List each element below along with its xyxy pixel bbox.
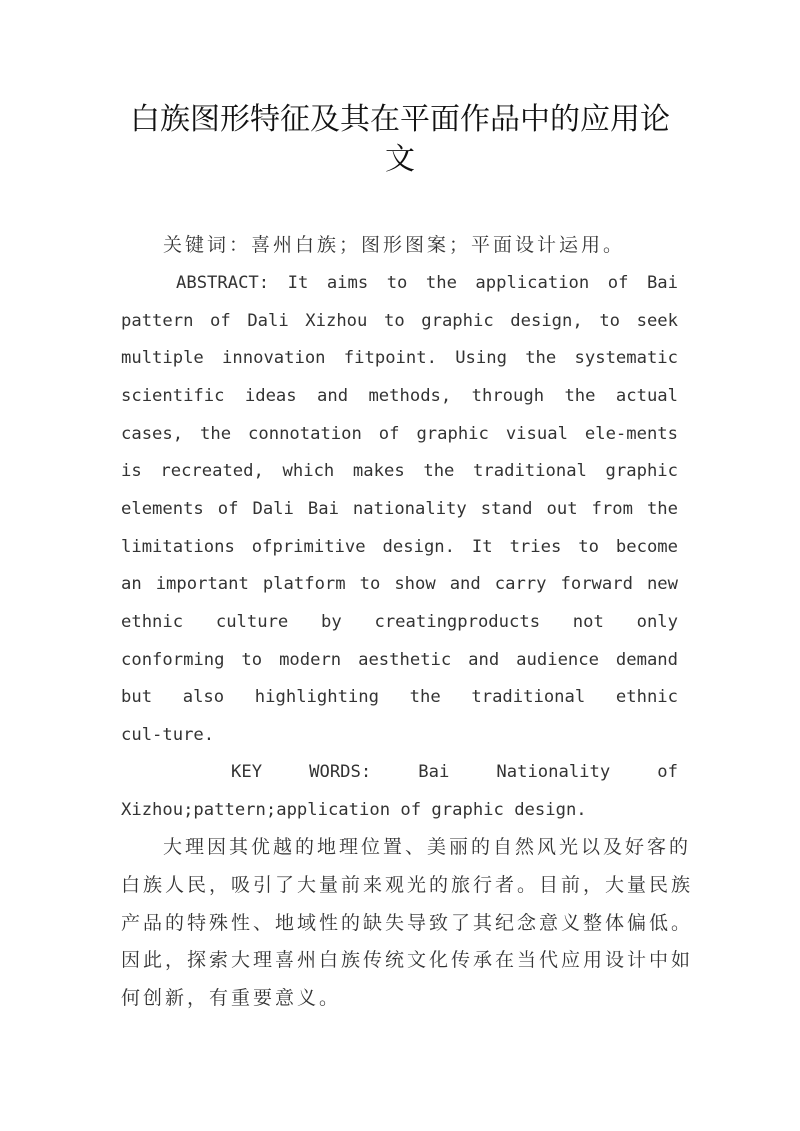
body-paragraph-line: 产品的特殊性、地域性的缺失导致了其纪念意义整体偏低。	[121, 912, 694, 934]
abstract-line: limitations ofprimitive design. It tries to become	[121, 537, 678, 557]
abstract-line: cases, the connotation of graphic visual ele-ments	[121, 424, 678, 444]
document-title-line-2: 文	[385, 142, 415, 177]
body-paragraph-line: 白族人民，吸引了大量前来观光的旅行者。目前，大量民族	[121, 874, 694, 896]
document-title-line-1: 白族图形特征及其在平面作品中的应用论	[130, 102, 670, 137]
abstract-line: ABSTRACT: It aims to the application of Bai	[176, 273, 678, 293]
abstract-line: pattern of Dali Xizhou to graphic design, to seek	[121, 311, 678, 331]
abstract-line: multiple innovation fitpoint. Using the systematic	[121, 348, 678, 368]
abstract-line: conforming to modern aesthetic and audience demand	[121, 650, 678, 670]
body-paragraph-line: 因此，探索大理喜州白族传统文化传承在当代应用设计中如	[121, 949, 694, 971]
abstract-line: ethnic culture by creatingproducts not only	[121, 612, 678, 632]
abstract-line: cul-ture.	[121, 725, 215, 745]
abstract-line: scientific ideas and methods, through the actual	[121, 386, 678, 406]
body-paragraph-line: 大理因其优越的地理位置、美丽的自然风光以及好客的	[163, 836, 692, 858]
abstract-line: elements of Dali Bai nationality stand out from the	[121, 499, 678, 519]
chinese-keywords: 关键词：喜州白族；图形图案；平面设计运用。	[163, 234, 626, 256]
body-paragraph-line: 何创新，有重要意义。	[121, 987, 342, 1009]
abstract-line: an important platform to show and carry forward new	[121, 574, 678, 594]
abstract-line: but also highlighting the traditional ethnic	[121, 687, 678, 707]
abstract-line: is recreated, which makes the traditional graphic	[121, 461, 678, 481]
english-keywords-line: Xizhou;pattern;application of graphic design.	[121, 800, 587, 820]
english-keywords-line: KEY WORDS: Bai Nationality of	[231, 762, 678, 782]
